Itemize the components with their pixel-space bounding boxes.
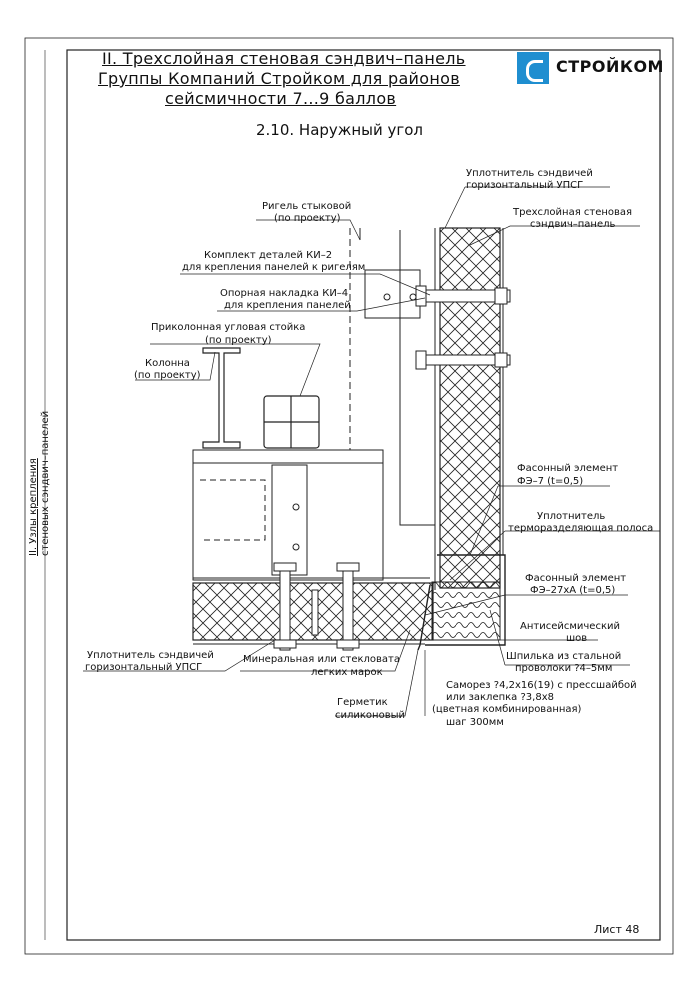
label-wool-1: Минеральная или стекловата [243, 654, 401, 665]
side-label-line-2: стеновых сэндвич–панелей [40, 410, 51, 556]
label-post-2: (по проекту) [205, 335, 272, 346]
label-sealant-2: силиконовый [335, 710, 405, 721]
label-panel-2: сэндвич–панель [530, 219, 616, 230]
label-seal-top-1: Уплотнитель сэндвичей [466, 168, 593, 179]
title-line-1: II. Трехслойная стеновая сэндвич–панель [102, 49, 466, 68]
label-screw-3: (цветная комбинированная) [432, 704, 582, 715]
label-seal-mid-2: терморазделяющая полоса [508, 523, 654, 534]
label-panel-1: Трехслойная стеновая [513, 207, 633, 218]
brand-logo-icon [517, 52, 549, 84]
label-seal-left-2: горизонтальный УПСГ [85, 662, 203, 673]
label-screw-2: или заклепка ?3,8х8 [446, 692, 554, 703]
label-post-1: Приколонная угловая стойка [151, 322, 306, 333]
sheet-number: Лист 48 [594, 923, 640, 936]
bracket-assembly [193, 450, 383, 580]
label-kit-2: для крепления панелей к ригелям [182, 262, 366, 273]
label-column-2: (по проекту) [134, 370, 201, 381]
brand-name: СТРОЙКОМ [556, 57, 664, 76]
label-seal-mid-1: Уплотнитель [537, 511, 606, 522]
label-kit-1: Комплект деталей КИ–2 [204, 250, 333, 261]
label-wool-2: легких марок [311, 667, 383, 678]
label-seal-left-1: Уплотнитель сэндвичей [87, 650, 214, 661]
title-line-2: Группы Компаний Стройком для районов [98, 69, 460, 88]
label-seal-top-2: горизонтальный УПСГ [466, 180, 584, 191]
label-stud-2: проволоки ?4–5мм [515, 663, 613, 674]
label-fe7-1: Фасонный элемент [517, 463, 619, 474]
corner-post [264, 396, 319, 448]
title-line-3: сейсмичности 7...9 баллов [165, 89, 397, 108]
side-label-line-1: II. Узлы крепления [28, 458, 39, 556]
label-fe27-2: ФЭ–27хА (t=0,5) [530, 585, 616, 596]
label-column-1: Колонна [145, 358, 190, 369]
label-pad-2: для крепления панелей [224, 300, 351, 311]
label-screw-4: шаг 300мм [446, 717, 504, 728]
label-sealant-1: Герметик [337, 697, 388, 708]
label-seismic-2: шов [566, 633, 588, 644]
label-fe27-1: Фасонный элемент [525, 573, 627, 584]
side-label [28, 411, 52, 556]
vertical-sandwich-panel [435, 228, 503, 590]
label-seismic-1: Антисейсмический [520, 621, 620, 632]
label-crossbar-2: (по проекту) [274, 213, 341, 224]
section-subtitle: 2.10. Наружный угол [256, 121, 424, 139]
label-pad-1: Опорная накладка КИ–4 [220, 288, 349, 299]
column-ibeam [203, 348, 240, 448]
label-screw-1: Саморез ?4,2х16(19) с прессшайбой [446, 680, 637, 691]
label-crossbar-1: Ригель стыковой [262, 201, 352, 212]
label-stud-1: Шпилька из стальной [506, 651, 622, 662]
label-fe7-2: ФЭ–7 (t=0,5) [517, 476, 584, 487]
